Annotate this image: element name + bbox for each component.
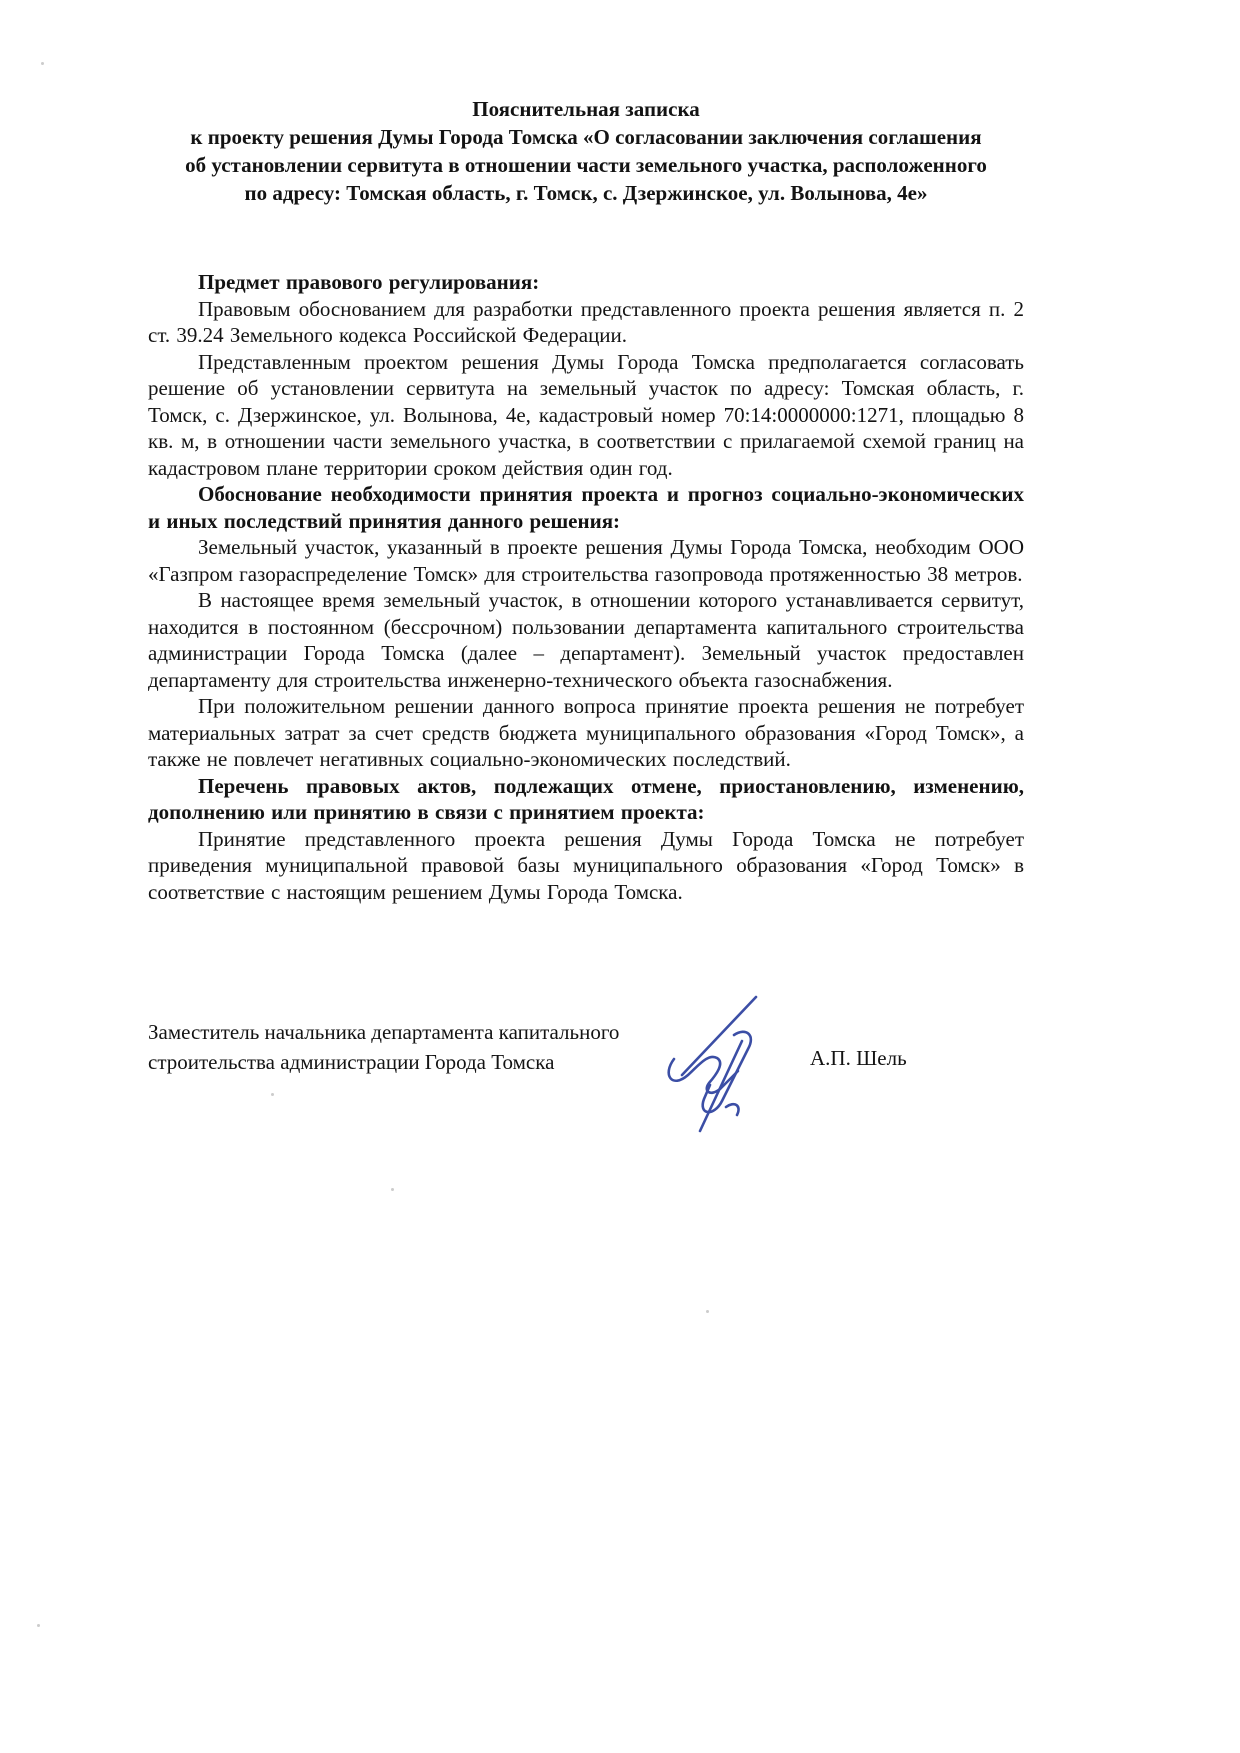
paragraph-budget-impact: При положительном решении данного вопроса принятие проекта решения не потребует материальных затрат за счет средств бюджета муниципального образования «Город Томск», а также не повлечет негативных социально-экономических последствий. (148, 694, 1024, 771)
scan-speck (41, 62, 44, 65)
scan-speck (706, 1310, 709, 1313)
document-content (148, 95, 1024, 1177)
title-line: об установлении сервитута в отношении части земельного участка, расположенного (185, 153, 987, 177)
handwritten-signature (638, 979, 808, 1149)
document-title (148, 95, 1024, 207)
scan-speck (37, 1624, 40, 1627)
section-heading-justification: Обоснование необходимости принятия проекта и прогноз социально-экономических и иных последствий принятия данного решения: (148, 482, 1024, 533)
paragraph-current-use: В настоящее время земельный участок, в отношении которого устанавливается сервитут, находится в постоянном (бессрочном) пользовании департамента капитального строительства администрации Города Томска (далее – департамент). Земельный участок предоставлен департаменту для строительства инженерно-технического объекта газоснабжения. (148, 588, 1024, 692)
paragraph-legal-acts: Принятие представленного проекта решения Думы Города Томска не потребует приведения муниципальной правовой базы муниципального образования «Город Томск» в соответствие с настоящим решением Думы Города Томска. (148, 826, 1024, 904)
signatory-name: А.П. Шель (810, 1046, 907, 1070)
title-line: по адресу: Томская область, г. Томск, с. Дзержинское, ул. Волынова, 4е» (244, 181, 928, 205)
paragraph-land-plot-need: Земельный участок, указанный в проекте решения Думы Города Томска, необходим ООО «Газпром газораспределение Томск» для строительства газопровода протяженностью 38 метров. (148, 535, 1024, 586)
section-heading-subject: Предмет правового регулирования: (198, 270, 540, 294)
title-line: Пояснительная записка (472, 97, 700, 121)
signature-block (148, 1017, 1024, 1177)
title-line: к проекту решения Думы Города Томска «О согласовании заключения соглашения (190, 125, 982, 149)
signatory-position-line: строительства администрации Города Томска (148, 1050, 555, 1074)
scan-speck (391, 1188, 394, 1191)
paragraph-project-description: Представленным проектом решения Думы Города Томска предполагается согласовать решение об установлении сервитута на земельный участок по адресу: Томская область, г. Томск, с. Дзержинское, ул. Волынова, 4е, кадастровый номер 70:14:0000000:1271, площадью 8 кв. м, в отношении части земельного участка, в соответствии с прилагаемой схемой границ на кадастровом плане территории сроком действия один год. (148, 349, 1024, 480)
paragraph-legal-basis: Правовым обоснованием для разработки представленного проекта решения является п. 2 ст. 39.24 Земельного кодекса Российской Федерации. (148, 296, 1024, 347)
signatory-position-line: Заместитель начальника департамента капитального (148, 1020, 620, 1044)
signatory-position (148, 1017, 688, 1077)
scan-speck (271, 1093, 274, 1096)
section-heading-legal-acts: Перечень правовых актов, подлежащих отмене, приостановлению, изменению, дополнению или принятию в связи с принятием проекта: (148, 773, 1024, 824)
